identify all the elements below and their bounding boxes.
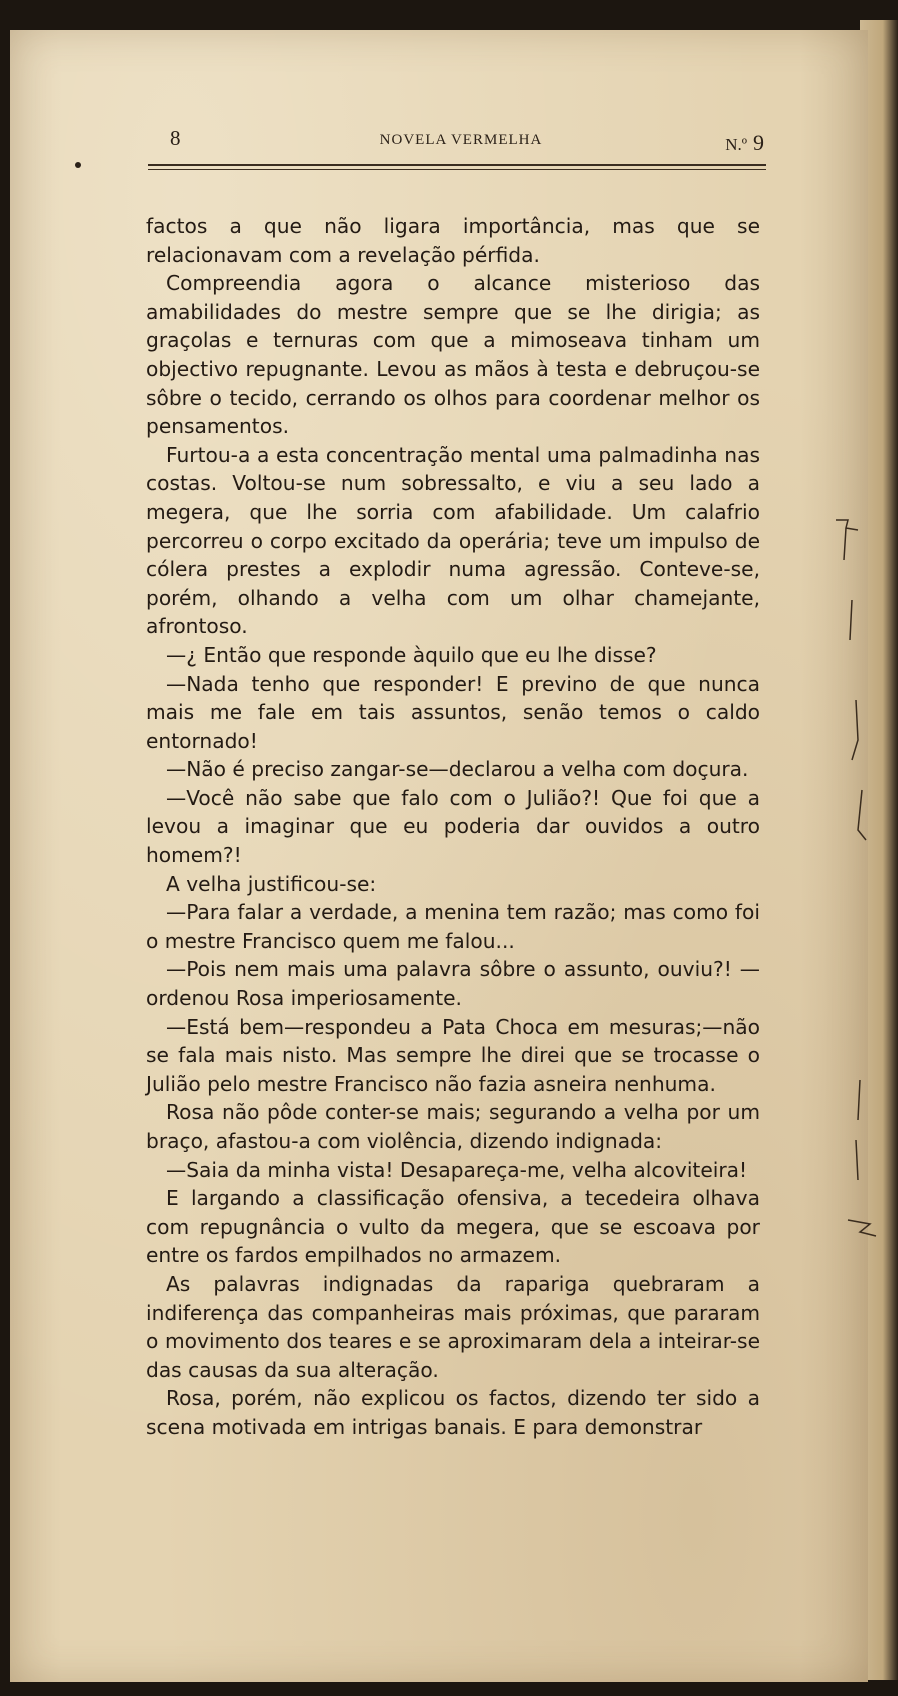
running-header	[158, 124, 764, 164]
header-rule-thin	[148, 169, 766, 170]
issue-value: 9	[753, 130, 764, 155]
paragraph: A velha justificou-se:	[166, 871, 377, 896]
page-number: 8	[170, 126, 181, 150]
paragraph: —Você não sabe que falo com o Julião?! Que foi que a levou a imaginar que eu poderia dar ouvidos a outro homem?!	[146, 785, 760, 868]
paragraph: Rosa não pôde conter-se mais; segurando a velha por um braço, afastou-a com violência, dizendo indignada:	[146, 1100, 760, 1153]
paragraph: —Nada tenho que responder! E previno de que nunca mais me fale em tais assuntos, senão temos o caldo entornado!	[146, 671, 760, 753]
header-rule	[148, 164, 766, 166]
paragraph: E largando a classificação ofensiva, a tecedeira olhava com repugnância o vulto da megera, que se escoava por entre os fardos empilhados no armazem.	[146, 1186, 760, 1268]
paragraph: —Saia da minha vista! Desapareça-me, velha alcoviteira!	[166, 1157, 748, 1182]
paragraph: Compreendia agora o alcance misterioso das amabilidades do mestre sempre que se lhe dirigia; as graçolas e ternuras com que a mimoseava tinham um objectivo repugnante. Levou as mãos à testa e debruçou-se sôbre o tecido, cerrando os olhos para coordenar melhor os pensamentos.	[146, 271, 760, 439]
body-text	[146, 212, 760, 1442]
paragraph: —Para falar a verdade, a menina tem razão; mas como foi o mestre Francisco quem me falou...	[146, 900, 760, 953]
issue-number	[725, 130, 764, 156]
paragraph: —Pois nem mais uma palavra sôbre o assunto, ouviu?! —ordenou Rosa imperiosamente.	[146, 957, 760, 1011]
paragraph: —Não é preciso zangar-se—declarou a velha com doçura.	[166, 757, 749, 782]
paragraph: factos a que não ligara importância, mas que se relacionavam com a revelação pérfida.	[146, 214, 760, 267]
running-title: NOVELA VERMELHA	[379, 132, 543, 148]
issue-prefix: N.º	[725, 135, 747, 154]
paragraph: —Está bem—respondeu a Pata Choca em mesuras;—não se fala mais nisto. Mas sempre lhe direi que se trocasse o Julião pelo mestre Francisco não fazia asneira nenhuma.	[146, 1014, 760, 1096]
paragraph: Rosa, porém, não explicou os factos, dizendo ter sido a scena motivada em intrigas banais. E para demonstrar	[146, 1386, 760, 1439]
paragraph: As palavras indignadas da rapariga quebraram a indiferença das companheiras mais próximas, que pararam o movimento dos teares e se aproximaram dela a inteirar-se das causas da sua alteração.	[146, 1271, 760, 1382]
paragraph: Furtou-a a esta concentração mental uma palmadinha nas costas. Voltou-se num sobressalto, e viu a seu lado a megera, que lhe sorria com afabilidade. Um calafrio percorreu o corpo excitado da operária; teve um impulso de cólera prestes a explodir numa agressão. Conteve-se, porém, olhando a velha com um olhar chamejante, afrontoso.	[146, 442, 760, 639]
paragraph: —¿ Então que responde àquilo que eu lhe disse?	[166, 642, 657, 667]
